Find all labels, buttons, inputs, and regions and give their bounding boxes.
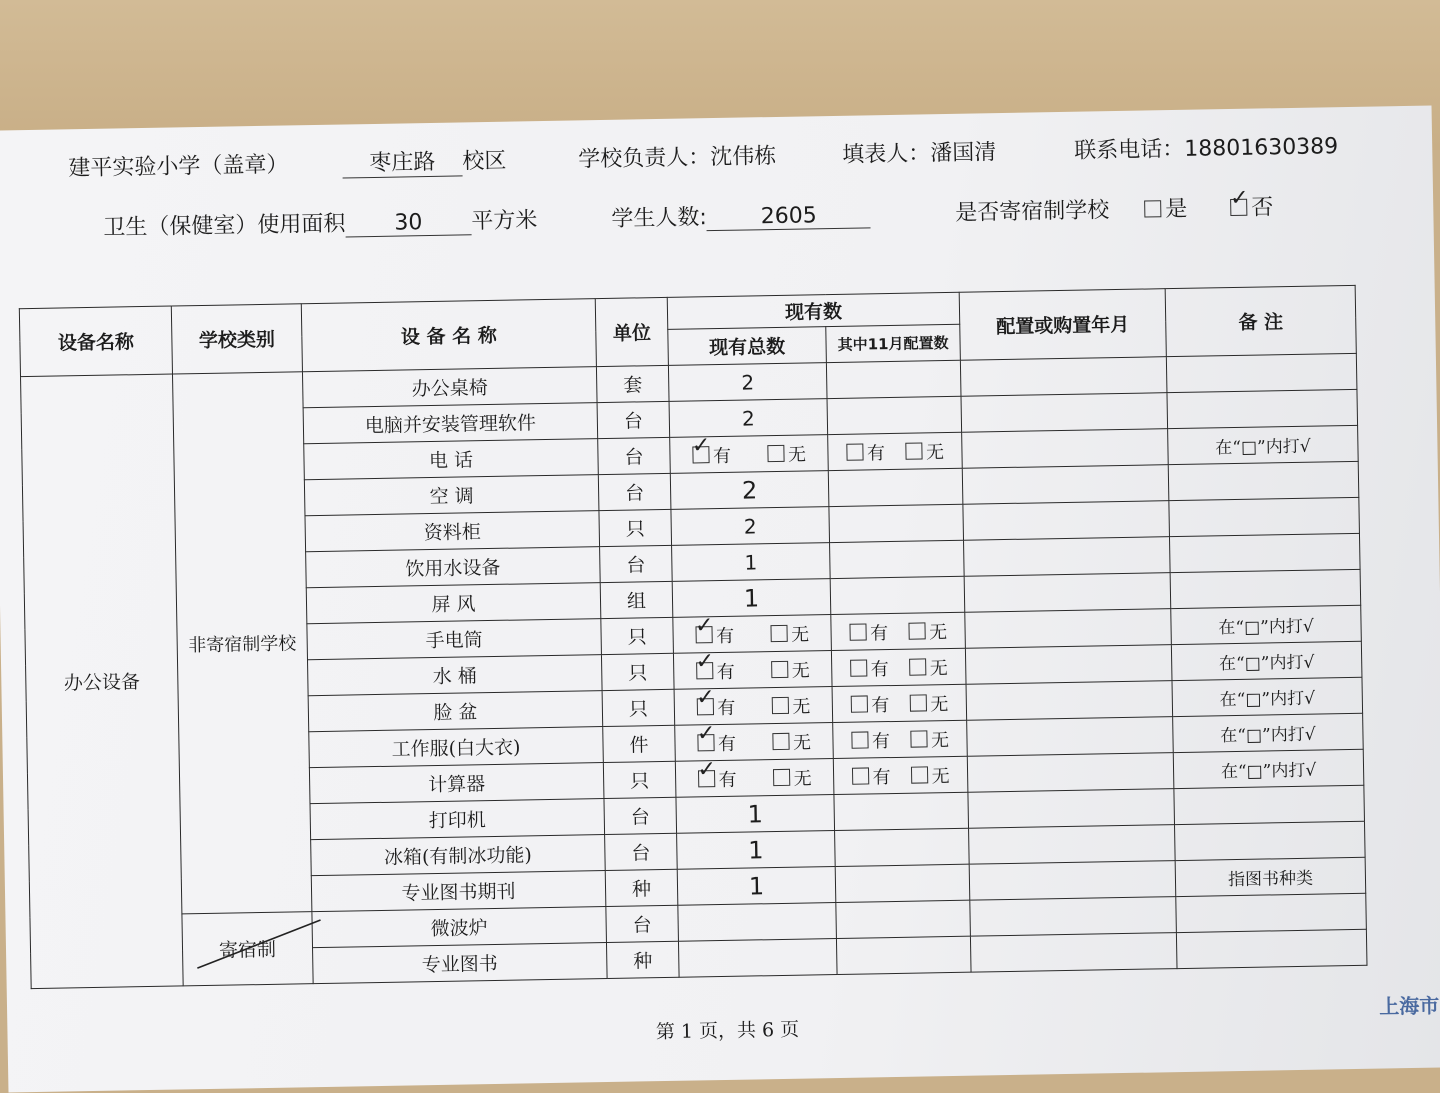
remark-cell: 指图书种类 (1175, 857, 1366, 896)
col-school-type: 学校类别 (171, 304, 302, 374)
nov-cell[interactable] (835, 864, 970, 902)
nov-checkbox-cell (828, 432, 963, 470)
unit-cell: 台 (598, 437, 671, 474)
equipment-name-cell: 专业图书 (313, 943, 608, 984)
unit-cell: 台 (606, 905, 679, 942)
nov-cell[interactable] (830, 576, 965, 614)
unit-cell: 台 (598, 473, 671, 510)
checkbox-icon (772, 768, 789, 785)
equipment-name-cell: 空 调 (304, 475, 599, 516)
boarding-field (955, 190, 1274, 227)
phone-label: 联系电话： (1074, 136, 1185, 164)
checkbox-icon (771, 696, 788, 713)
remark-cell (1166, 353, 1357, 392)
yes-option[interactable] (695, 621, 734, 648)
no-option[interactable] (771, 656, 810, 683)
form-sheet (0, 106, 1440, 1093)
phone-value: 18801630389 (1184, 134, 1339, 162)
col-remark: 备 注 (1165, 285, 1356, 356)
col-equipment: 设 备 名 称 (301, 299, 596, 372)
remark-cell: 在“□”内打√ (1173, 749, 1364, 788)
total-cell[interactable]: 2 (671, 507, 830, 546)
type-boarding-label: 寄宿制 (218, 938, 277, 962)
no-label: 无 (931, 765, 950, 787)
col-unit: 单位 (595, 297, 668, 366)
nov-cell[interactable] (829, 504, 964, 542)
equipment-name-cell: 工作服(白大衣) (309, 727, 604, 768)
checkbox-icon (908, 622, 925, 639)
equipment-name-cell: 脸 盆 (308, 691, 603, 732)
no-label: 无 (925, 441, 945, 463)
yes-label: 有 (717, 733, 737, 755)
yes-option[interactable] (851, 763, 890, 790)
yes-option[interactable] (692, 441, 731, 468)
col-existing: 现有数 (667, 292, 960, 329)
remark-cell: 在“□”内打√ (1171, 641, 1362, 680)
yes-option[interactable] (697, 729, 736, 756)
checkbox-icon (909, 658, 926, 675)
year-cell[interactable] (970, 933, 1177, 973)
unit-cell: 台 (597, 401, 670, 438)
checkbox-icon (909, 694, 926, 711)
area-label: 卫生（保健室）使用面积 (103, 211, 346, 241)
remark-cell: 在“□”内打√ (1168, 425, 1359, 464)
equipment-name-cell: 饮用水设备 (306, 547, 601, 588)
checkbox-icon (851, 767, 868, 784)
no-option[interactable] (910, 762, 949, 789)
yes-option[interactable] (849, 619, 888, 646)
total-cell[interactable]: 1 (672, 543, 831, 582)
equipment-name-cell: 资料柜 (305, 511, 600, 552)
unit-cell: 种 (605, 869, 678, 906)
stamp-text: 上海市 (1379, 993, 1440, 1019)
checked-checkbox-icon (696, 662, 713, 679)
col-nov: 其中11月配置数 (826, 324, 961, 362)
nov-checkbox-cell (831, 648, 966, 686)
nov-checkbox-cell (831, 612, 966, 650)
unit-cell: 台 (605, 833, 678, 870)
struck-boarding-label (219, 935, 276, 963)
nov-cell[interactable] (836, 936, 971, 974)
year-cell[interactable] (962, 465, 1169, 505)
boarding-no-option[interactable] (1230, 195, 1273, 221)
checked-checkbox-icon (697, 770, 714, 787)
campus-suffix: 校区 (462, 148, 507, 175)
no-label: 无 (792, 695, 811, 718)
campus-value: 枣庄路 (342, 144, 463, 178)
equipment-name-cell: 手电筒 (307, 619, 602, 660)
remark-cell (1168, 461, 1359, 500)
nov-cell[interactable] (834, 792, 969, 830)
yes-option[interactable] (850, 655, 889, 682)
remark-cell (1167, 389, 1358, 428)
yes-label: 有 (866, 442, 886, 464)
equipment-name-cell: 办公桌椅 (302, 367, 597, 408)
no-option[interactable] (910, 726, 949, 753)
checkbox-icon (850, 659, 867, 676)
yes-label: 有 (871, 730, 891, 752)
boarding-yes-label: 是 (1165, 196, 1188, 223)
equipment-name-cell: 电 话 (304, 439, 599, 480)
checkbox-icon (851, 731, 868, 748)
yes-option[interactable] (696, 657, 735, 684)
checked-checkbox-icon (696, 698, 713, 715)
equipment-table (19, 285, 1368, 989)
total-cell[interactable]: 1 (672, 579, 831, 618)
col-total: 现有总数 (668, 327, 827, 366)
year-cell[interactable] (969, 825, 1176, 865)
boarding-yes-option[interactable] (1144, 197, 1187, 223)
no-option[interactable] (908, 618, 947, 645)
no-option[interactable] (770, 620, 809, 647)
category-cell: 办公设备 (21, 374, 184, 989)
no-label: 无 (928, 621, 948, 643)
equipment-name-cell: 冰箱(有制冰功能) (311, 835, 606, 876)
phone-field (1074, 129, 1338, 165)
equipment-name-cell: 打印机 (310, 799, 605, 840)
nov-cell[interactable] (830, 540, 965, 578)
yes-label: 有 (712, 445, 732, 467)
no-option[interactable] (909, 690, 948, 717)
nov-checkbox-cell (833, 720, 968, 758)
no-option[interactable] (908, 654, 947, 681)
boarding-no-label: 否 (1251, 195, 1274, 221)
nov-checkbox-cell (832, 684, 967, 722)
total-cell[interactable]: 2 (670, 471, 829, 510)
checkbox-icon (767, 444, 784, 461)
unit-cell: 件 (603, 725, 676, 762)
no-label: 无 (930, 693, 949, 715)
nov-cell[interactable] (827, 396, 962, 434)
unit-cell: 只 (599, 509, 672, 546)
total-checkbox-cell (675, 759, 834, 798)
nov-cell[interactable] (826, 360, 961, 398)
checkbox-icon (846, 443, 863, 460)
year-cell[interactable] (961, 393, 1168, 433)
year-cell[interactable] (967, 717, 1174, 757)
no-label: 无 (929, 657, 948, 679)
unit-cell: 只 (602, 689, 675, 726)
school-name: 建平实验小学（盖章） (68, 152, 289, 182)
remark-cell: 在“□”内打√ (1172, 677, 1363, 716)
checkbox-icon (905, 442, 922, 459)
yes-option[interactable] (850, 691, 889, 718)
total-checkbox-cell (670, 435, 829, 474)
area-field (103, 203, 538, 242)
no-option[interactable] (772, 728, 811, 755)
total-cell[interactable] (678, 939, 837, 978)
unit-cell: 只 (601, 653, 674, 690)
year-cell[interactable] (964, 537, 1171, 577)
total-cell[interactable]: 1 (677, 831, 836, 870)
yes-label: 有 (870, 658, 889, 680)
remark-cell (1175, 821, 1366, 860)
year-cell[interactable] (969, 861, 1176, 901)
equipment-name-cell: 屏 风 (306, 583, 601, 624)
remark-cell (1169, 533, 1360, 572)
unit-cell: 只 (603, 761, 676, 798)
total-checkbox-cell (673, 615, 832, 654)
checkbox-icon (772, 732, 789, 749)
remark-cell (1176, 929, 1367, 968)
boarding-label: 是否寄宿制学校 (955, 198, 1110, 226)
year-cell[interactable] (970, 897, 1177, 937)
remark-cell (1169, 497, 1360, 536)
checked-checkbox-icon (692, 446, 709, 463)
no-option[interactable] (767, 440, 806, 467)
year-cell[interactable] (967, 753, 1174, 793)
area-unit: 平方米 (471, 208, 538, 235)
checkbox-icon (849, 623, 866, 640)
filler-field (842, 135, 997, 169)
year-cell[interactable] (962, 429, 1169, 469)
nov-cell[interactable] (835, 828, 970, 866)
remark-cell (1174, 785, 1365, 824)
yes-option[interactable] (696, 693, 735, 720)
checked-checkbox-icon (1230, 199, 1247, 216)
yes-label: 有 (869, 622, 889, 644)
yes-option[interactable] (846, 439, 885, 466)
equipment-name-cell: 专业图书期刊 (311, 871, 606, 912)
year-cell[interactable] (966, 681, 1173, 721)
total-checkbox-cell (673, 651, 832, 690)
unit-cell: 种 (606, 941, 679, 978)
total-cell[interactable]: 1 (677, 867, 836, 906)
remark-cell: 在“□”内打√ (1173, 713, 1364, 752)
campus-field (342, 144, 507, 179)
total-checkbox-cell (675, 723, 834, 762)
students-label: 学生人数: (611, 205, 707, 232)
yes-label: 有 (871, 694, 890, 716)
year-cell[interactable] (963, 501, 1170, 541)
total-checkbox-cell (674, 687, 833, 726)
header-line-1 (0, 128, 1433, 193)
total-cell[interactable]: 2 (669, 399, 828, 438)
nov-checkbox-cell (833, 756, 968, 794)
yes-option[interactable] (697, 765, 736, 792)
no-label: 无 (793, 767, 812, 790)
nov-cell[interactable] (828, 468, 963, 506)
principal-label: 学校负责人： (578, 145, 711, 173)
students-value: 2605 (707, 202, 871, 231)
unit-cell: 台 (600, 545, 673, 582)
year-cell[interactable] (964, 573, 1171, 613)
unit-cell: 组 (600, 581, 673, 618)
checked-checkbox-icon (697, 734, 714, 751)
header-line-2 (0, 187, 1434, 252)
equipment-rows (21, 353, 1367, 988)
nov-cell[interactable] (836, 900, 971, 938)
principal-value: 沈伟栋 (710, 143, 777, 171)
students-field (611, 197, 871, 233)
checkbox-icon (910, 730, 927, 747)
filler-label: 填表人： (842, 141, 931, 168)
col-year: 配置或购置年月 (959, 289, 1166, 361)
type-boarding-cell (182, 912, 313, 986)
checkbox-icon (771, 660, 788, 677)
total-cell[interactable]: 2 (668, 363, 827, 402)
no-label: 无 (787, 443, 807, 466)
unit-cell: 只 (601, 617, 674, 654)
equipment-name-cell: 计算器 (309, 763, 604, 804)
no-label: 无 (790, 623, 810, 646)
yes-label: 有 (716, 661, 735, 683)
filler-value: 潘国清 (930, 140, 997, 167)
no-option[interactable] (772, 764, 811, 791)
remark-cell (1170, 569, 1361, 608)
checkbox-icon (770, 624, 787, 641)
strike-line-icon (188, 914, 329, 976)
yes-label: 有 (872, 766, 891, 788)
principal-field (578, 139, 777, 173)
year-cell[interactable] (968, 789, 1175, 829)
no-label: 无 (792, 731, 812, 754)
equipment-name-cell: 微波炉 (312, 907, 607, 948)
remark-cell: 在“□”内打√ (1171, 605, 1362, 644)
total-cell[interactable]: 1 (676, 795, 835, 834)
no-label: 无 (791, 659, 810, 682)
equipment-name-cell: 水 桶 (307, 655, 602, 696)
yes-label: 有 (717, 697, 736, 719)
type-nonboarding-cell: 非寄宿制学校 (172, 372, 311, 914)
year-cell[interactable] (965, 609, 1172, 649)
checkbox-icon (910, 766, 927, 783)
unit-cell: 套 (596, 365, 669, 402)
equipment-name-cell: 电脑并安装管理软件 (303, 403, 598, 444)
unit-cell: 台 (604, 797, 677, 834)
no-label: 无 (930, 729, 950, 751)
year-cell[interactable] (960, 357, 1167, 397)
area-value: 30 (345, 209, 471, 237)
yes-option[interactable] (851, 727, 890, 754)
total-cell[interactable] (678, 903, 837, 942)
no-option[interactable] (905, 438, 944, 465)
col-category: 设备名称 (19, 306, 172, 377)
no-option[interactable] (771, 692, 810, 719)
checkbox-icon (850, 695, 867, 712)
remark-cell (1176, 893, 1367, 932)
yes-label: 有 (715, 625, 735, 647)
year-cell[interactable] (965, 645, 1172, 685)
yes-label: 有 (718, 769, 737, 791)
checked-checkbox-icon (695, 626, 712, 643)
page-footer: 第 1 页，共 6 页 (655, 1018, 800, 1044)
checkbox-icon (1144, 200, 1161, 217)
